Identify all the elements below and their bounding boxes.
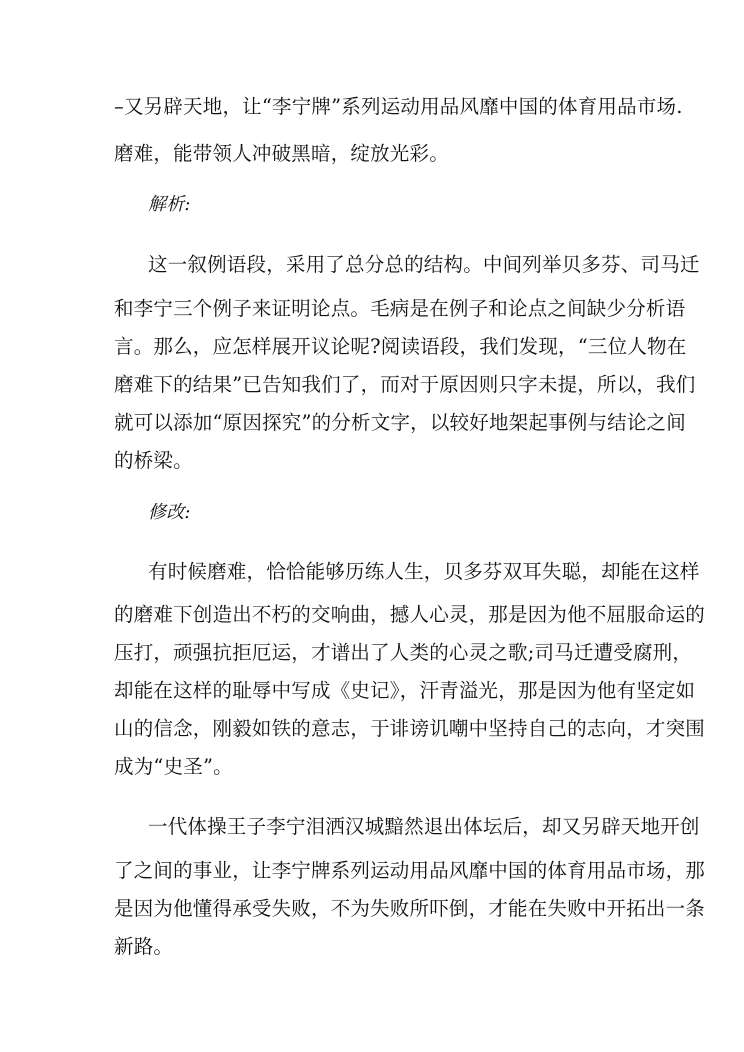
revision-p1-line-1: 有时候磨难，恰恰能够历练人生，贝多芬双耳失聪，却能在这样 bbox=[148, 560, 700, 583]
revision-p1-line-3: 压打，顽强抗拒厄运，才谱出了人类的心灵之歌;司马迁遭受腐刑， bbox=[114, 641, 693, 664]
revision-p2-line-2: 了之间的事业，让李宁牌系列运动用品风靡中国的体育用品市场，那 bbox=[114, 859, 706, 882]
analysis-label: 解析: bbox=[148, 194, 191, 215]
analysis-line-2: 和李宁三个例子来证明论点。毛病是在例子和论点之间缺少分析语 bbox=[114, 297, 686, 320]
continuation-line-2: 磨难，能带领人冲破黑暗，绽放光彩。 bbox=[114, 142, 449, 165]
analysis-line-3: 言。那么，应怎样展开议论呢?阅读语段，我们发现，“三位人物在 bbox=[114, 335, 687, 358]
revision-label: 修改: bbox=[148, 502, 191, 523]
revision-p1-line-5: 山的信念，刚毅如铁的意志，于诽谤讥嘲中坚持自己的志向，才突围 bbox=[114, 717, 706, 740]
revision-p2-line-4: 新路。 bbox=[114, 935, 174, 958]
revision-p1-line-4: 却能在这样的耻辱中写成《史记》，汗青溢光，那是因为他有坚定如 bbox=[114, 679, 696, 702]
revision-p1-line-6: 成为“史圣”。 bbox=[114, 755, 233, 778]
revision-p2-line-1: 一代体操王子李宁泪洒汉城黯然退出体坛后，却又另辟天地开创 bbox=[148, 815, 700, 838]
continuation-line-1: –又另辟天地，让“李宁牌”系列运动用品风靡中国的体育用品市场. bbox=[114, 95, 683, 118]
revision-p1-line-2: 的磨难下创造出不朽的交响曲，撼人心灵，那是因为他不屈服命运的 bbox=[114, 603, 706, 626]
analysis-line-4: 磨难下的结果”已告知我们了，而对于原因则只字未提，所以，我们 bbox=[114, 373, 696, 396]
analysis-line-5: 就可以添加“原因探究”的分析文字，以较好地架起事例与结论之间 bbox=[114, 411, 686, 434]
revision-p2-line-3: 是因为他懂得承受失败，不为失败所吓倒，才能在失败中开拓出一条 bbox=[114, 897, 706, 920]
analysis-line-6: 的桥梁。 bbox=[114, 449, 193, 472]
analysis-line-1: 这一叙例语段，采用了总分总的结构。中间列举贝多芬、司马迁 bbox=[148, 253, 700, 276]
